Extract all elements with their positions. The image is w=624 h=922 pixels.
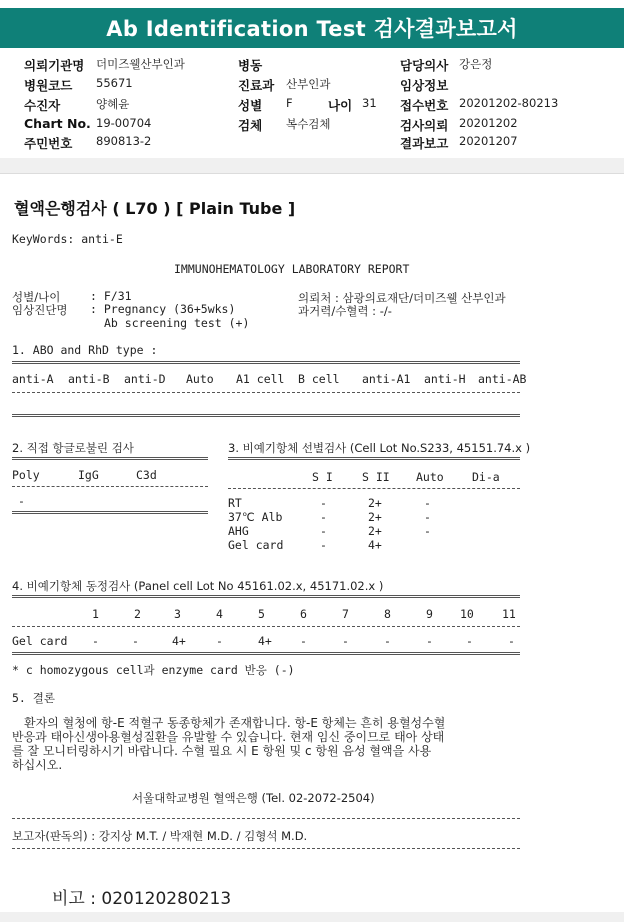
- heading-code: ( L70 ) [ Plain Tube ]: [112, 199, 296, 218]
- dat-column: C3d: [136, 468, 157, 482]
- info-value: 19-00704: [96, 116, 152, 130]
- screen-row-name: AHG: [228, 524, 249, 538]
- double-rule: [228, 457, 520, 460]
- diag-value: : Pregnancy (36+5wks): [90, 302, 236, 316]
- sexage-label: 성별/나이: [12, 290, 61, 304]
- reporters-line: 보고자(판독의) : 강지상 M.T. / 박재현 M.D. / 김형석 M.D.: [12, 829, 308, 843]
- info-value: 복수검체: [286, 117, 331, 131]
- abo-column: Auto: [186, 372, 214, 386]
- conclusion-line: 환자의 혈청에 항-E 적혈구 동종항체가 존재합니다. 항-E 항체는 흔히 용혈성수혈: [24, 716, 446, 730]
- panel-column: 7: [342, 607, 349, 621]
- panel-note: * c homozygous cell과 enzyme card 반응 (-): [12, 663, 295, 677]
- footer-band: [0, 912, 624, 922]
- report-title: Ab Identification Test 검사결과보고서: [106, 17, 518, 41]
- dashed-rule: [12, 626, 520, 627]
- section5-title: 5. 결론: [12, 691, 55, 705]
- conclusion-text: [12, 716, 572, 772]
- dashed-rule: [12, 848, 520, 849]
- info-label: 검사의뢰: [400, 118, 449, 133]
- screen-s1: -: [320, 496, 327, 510]
- section2-title: 2. 직접 항글로불린 검사: [12, 441, 134, 455]
- transfusion-history: 과거력/수혈력 : -/-: [298, 304, 392, 318]
- panel-value: -: [92, 634, 99, 648]
- panel-row-label: Gel card: [12, 634, 68, 648]
- dat-column: Poly: [12, 468, 40, 482]
- panel-value: -: [300, 634, 307, 648]
- report-heading: [14, 196, 295, 219]
- screen-s1: -: [320, 538, 327, 552]
- section4-title: 4. 비예기항체 동정검사 (Panel cell Lot No 45161.02.x, 45171.02.x ): [12, 579, 384, 593]
- panel-column: 3: [174, 607, 181, 621]
- keywords: KeyWords: anti-E: [12, 232, 123, 246]
- abo-column: anti-A: [12, 372, 54, 386]
- info-value: 양혜윤: [96, 97, 130, 111]
- double-rule: [12, 361, 520, 364]
- requester: 의뢰처 : 삼광의료재단/더미즈웰 산부인과: [298, 291, 506, 305]
- info-label: 임상정보: [400, 78, 449, 93]
- info-value: 55671: [96, 76, 133, 90]
- lab-title: IMMUNOHEMATOLOGY LABORATORY REPORT: [174, 262, 410, 276]
- institution-line: 서울대학교병원 혈액은행 (Tel. 02-2072-2504): [132, 791, 375, 805]
- remark-line: 비고 : 020120280213: [52, 889, 232, 909]
- panel-value: -: [466, 634, 473, 648]
- screen-column: Auto: [416, 470, 444, 484]
- panel-value: -: [384, 634, 391, 648]
- info-value: 890813-2: [96, 134, 152, 148]
- screen-column: S II: [362, 470, 390, 484]
- info-value: 강은정: [459, 57, 493, 71]
- abo-column: anti-H: [424, 372, 466, 386]
- screen-column: Di-a: [472, 470, 500, 484]
- panel-value: -: [426, 634, 433, 648]
- info-label: 접수번호: [400, 98, 449, 113]
- info-value: 31: [362, 96, 377, 110]
- section-separator: [0, 158, 624, 174]
- screen-s2: 4+: [368, 538, 382, 552]
- info-label: 의뢰기관명: [24, 58, 85, 73]
- conclusion-line: 를 잘 모니터링하시기 바랍니다. 수혈 필요 시 E 항원 및 c 항원 음성 혈액을 사용: [12, 744, 432, 758]
- panel-value: -: [132, 634, 139, 648]
- abo-column: A1 cell: [236, 372, 285, 386]
- double-rule: [12, 511, 208, 514]
- screen-column: S I: [312, 470, 333, 484]
- dat-value: -: [18, 494, 25, 508]
- screen-auto: -: [424, 510, 431, 524]
- info-value: 20201202: [459, 116, 518, 130]
- double-rule: [12, 595, 520, 598]
- panel-column: 1: [92, 607, 99, 621]
- panel-column: 4: [216, 607, 223, 621]
- dashed-rule: [12, 818, 520, 819]
- info-label: 주민번호: [24, 136, 73, 151]
- double-rule: [12, 652, 520, 655]
- screen-row-name: RT: [228, 496, 242, 510]
- section3-title: 3. 비예기항체 선별검사 (Cell Lot No.S233, 45151.74.x ): [228, 441, 531, 455]
- panel-column: 10: [460, 607, 474, 621]
- abo-column: anti-D: [124, 372, 166, 386]
- screen-s2: 2+: [368, 496, 382, 510]
- info-label: 검체: [238, 118, 263, 133]
- info-value: 20201202-80213: [459, 96, 559, 110]
- panel-column: 2: [134, 607, 141, 621]
- info-value: 산부인과: [286, 77, 331, 91]
- info-label: 나이: [328, 98, 353, 113]
- screen-auto: -: [424, 496, 431, 510]
- screen-s2: 2+: [368, 524, 382, 538]
- section1-title: 1. ABO and RhD type :: [12, 343, 158, 357]
- diag-label: 임상진단명: [12, 303, 68, 317]
- panel-value: 4+: [172, 634, 186, 648]
- panel-value: -: [508, 634, 515, 648]
- info-label: 결과보고: [400, 136, 449, 151]
- screen-s2: 2+: [368, 510, 382, 524]
- dashed-rule: [12, 486, 208, 487]
- screen-s1: -: [320, 524, 327, 538]
- diag-value-2: Ab screening test (+): [104, 316, 250, 330]
- info-label: 수진자: [24, 98, 61, 113]
- conclusion-line: 반응과 태아신생아용혈성질환을 유발할 수 있습니다. 현재 임신 중이므로 태아 상태: [12, 730, 445, 744]
- patient-info-grid: [0, 54, 624, 154]
- info-value: 더미즈웰산부인과: [96, 57, 185, 71]
- report-title-bar: [0, 8, 624, 48]
- panel-value: -: [342, 634, 349, 648]
- panel-column: 8: [384, 607, 391, 621]
- screen-row-name: 37℃ Alb: [228, 510, 283, 524]
- abo-column: anti-B: [68, 372, 110, 386]
- panel-value: 4+: [258, 634, 272, 648]
- info-label: 성별: [238, 98, 263, 113]
- panel-column: 6: [300, 607, 307, 621]
- sexage-value: : F/31: [90, 289, 132, 303]
- info-label: 병원코드: [24, 78, 73, 93]
- double-rule: [12, 414, 520, 417]
- info-label: 병동: [238, 58, 263, 73]
- info-value: F: [286, 96, 293, 110]
- abo-column: B cell: [298, 372, 340, 386]
- info-label: 담당의사: [400, 58, 449, 73]
- dashed-rule: [228, 488, 520, 489]
- abo-column: anti-AB: [478, 372, 527, 386]
- info-label: 진료과: [238, 78, 275, 93]
- panel-column: 5: [258, 607, 265, 621]
- double-rule: [12, 457, 208, 460]
- screen-row-name: Gel card: [228, 538, 284, 552]
- screen-s1: -: [320, 510, 327, 524]
- screen-auto: -: [424, 524, 431, 538]
- abo-column: anti-A1: [362, 372, 411, 386]
- info-value: 20201207: [459, 134, 518, 148]
- dashed-rule: [12, 392, 520, 393]
- panel-column: 11: [502, 607, 516, 621]
- panel-value: -: [216, 634, 223, 648]
- panel-column: 9: [426, 607, 433, 621]
- conclusion-line: 하십시오.: [12, 758, 63, 772]
- info-label: Chart No.: [24, 116, 91, 131]
- heading-korean: 혈액은행검사: [14, 199, 107, 218]
- dat-column: IgG: [78, 468, 99, 482]
